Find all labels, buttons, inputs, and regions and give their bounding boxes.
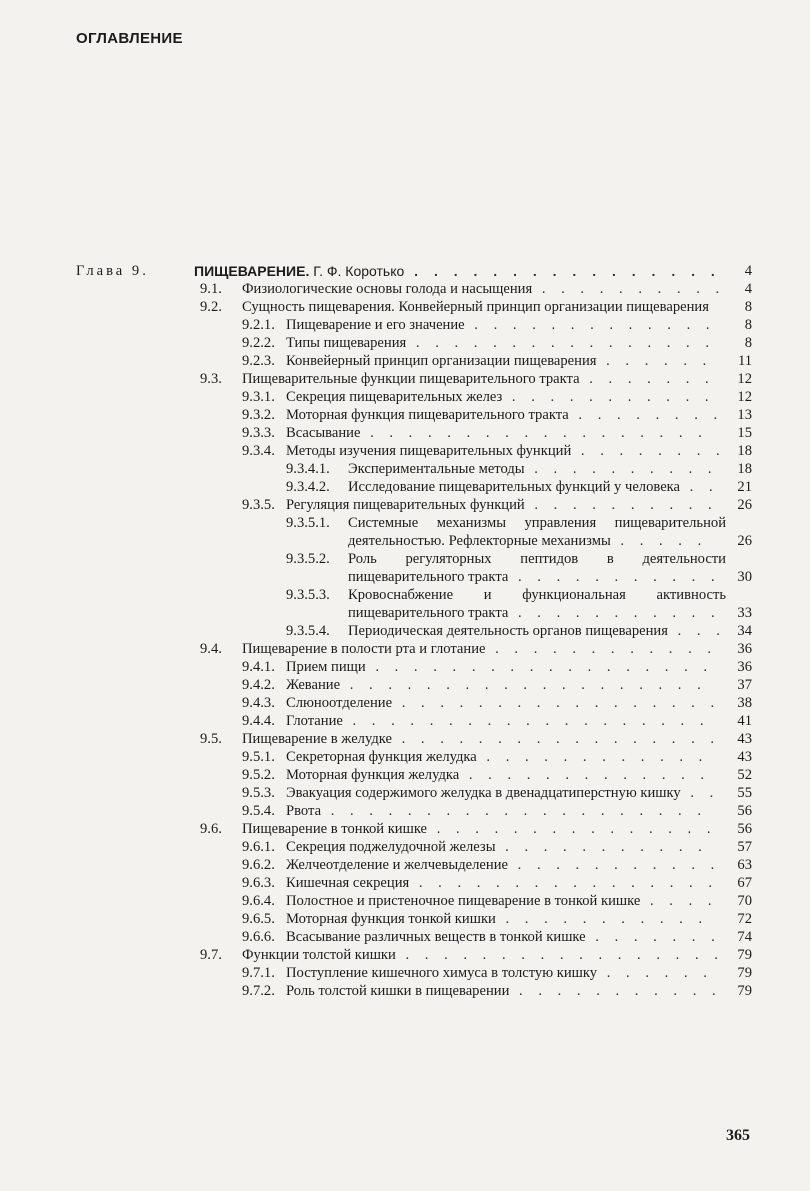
toc-entry-page: 21: [737, 479, 752, 495]
leader-dots: . . . . . .: [597, 965, 713, 981]
toc-entry-title: Кровоснабжение и функциональная активность пищеварительного тракта: [348, 587, 726, 621]
toc-entry-number: 9.2.1.: [242, 317, 275, 333]
leader-dots: . . . . . . . . . .: [524, 497, 718, 513]
toc-entry: [76, 388, 756, 406]
leader-dots: . . . . . .: [596, 353, 713, 369]
toc-entry: [76, 262, 756, 280]
leader-dots: . . . . . . . . . . . . . . . . . . .: [342, 713, 710, 729]
leader-dots: . . . . . . . . . . . . . . . . .: [391, 731, 721, 747]
toc-entry-title: Функции толстой кишки: [242, 947, 396, 963]
leader-dots: . . . . . . . . . . .: [508, 857, 721, 873]
leader-dots: . . . . . . . . . . . . . . . .: [404, 263, 721, 279]
toc-entry: [76, 676, 756, 694]
leader-dots: . . . . . . . . . . .: [508, 605, 721, 621]
toc-entry-title: Типы пищеварения: [286, 335, 407, 351]
toc-entry-page: 8: [744, 299, 752, 315]
toc-entry-title: Регуляция пищеварительных функций: [286, 497, 525, 513]
toc-entry: [76, 928, 756, 946]
toc-entry-title: Моторная функция тонкой кишки: [286, 911, 496, 927]
toc-entry-number: 9.5.4.: [242, 803, 275, 819]
toc-entry-page: 12: [737, 371, 752, 387]
toc-entry-title: Жевание: [286, 677, 341, 693]
toc-entry: [76, 856, 756, 874]
toc-entry-page: 4: [744, 263, 752, 279]
toc-entry-title: Моторная функция желудка: [286, 767, 460, 783]
toc-entry: [76, 640, 756, 658]
leader-dots: . . . . . . . . . . . . . . . . .: [395, 947, 724, 963]
toc-entry: [76, 298, 756, 316]
toc-entry: [76, 478, 756, 496]
leader-dots: . . . . . . . . . . .: [508, 569, 721, 585]
toc-entry-page: 15: [737, 425, 752, 441]
leader-dots: . . . . . . . . . . .: [495, 839, 708, 855]
toc-entry-title: Роль регуляторных пептидов в деятельности пищеварительного тракта: [348, 551, 726, 585]
toc-entry-page: 18: [737, 461, 752, 477]
toc-entry: [76, 370, 756, 388]
toc-entry: [76, 838, 756, 856]
toc-entry: [76, 766, 756, 784]
toc-entry-title: Секреция пищеварительных желез: [286, 389, 503, 405]
toc-entry-author: Г. Ф. Коротько: [313, 263, 405, 279]
toc-entry-page: 33: [737, 605, 752, 621]
leader-dots: . .: [680, 479, 719, 495]
toc-entry: [76, 874, 756, 892]
toc-entry-number: 9.3.3.: [242, 425, 275, 441]
page-number: 365: [726, 1127, 750, 1144]
toc-entry-title: Рвота: [286, 803, 322, 819]
toc-entry-page: 74: [737, 929, 752, 945]
toc-entry-title: Пищеварение и его значение: [286, 317, 465, 333]
toc-entry-number: 9.5.2.: [242, 767, 275, 783]
toc-entry-title: ПИЩЕВАРЕНИЕ.: [194, 263, 310, 279]
toc-entry-number: 9.4.4.: [242, 713, 275, 729]
toc-entry-title: Кишечная секреция: [286, 875, 410, 891]
toc-entry-title: Сущность пищеварения. Конвейерный принцип организации пищеварения: [242, 299, 709, 315]
toc-entry-number: 9.7.2.: [242, 983, 275, 999]
toc-entry: [76, 442, 756, 460]
leader-dots: . . . . . . . . . . . . . . . . . .: [360, 425, 708, 441]
leader-dots: . . . . . . . .: [571, 443, 726, 459]
toc-entry-title: Моторная функция пищеварительного тракта: [286, 407, 569, 423]
toc-entry-page: 72: [737, 911, 752, 927]
leader-dots: . . . . . . . . . . . . . . .: [427, 821, 717, 837]
toc-entry-title: Секреция поджелудочной железы: [286, 839, 496, 855]
toc-entry: [76, 694, 756, 712]
toc-entry: [76, 892, 756, 910]
toc-entry-page: 4: [744, 281, 752, 297]
toc-entry-title: Глотание: [286, 713, 343, 729]
toc-entry: [76, 730, 756, 748]
toc-entry-page: 56: [737, 821, 752, 837]
toc-entry: [76, 820, 756, 838]
toc-entry-page: 30: [737, 569, 752, 585]
toc-entry-number: 9.3.5.1.: [286, 515, 330, 531]
toc-entry-title: Прием пищи: [286, 659, 366, 675]
toc-entry: [76, 460, 756, 478]
toc-entry-number: 9.4.3.: [242, 695, 275, 711]
toc-entry-number: 9.6.5.: [242, 911, 275, 927]
toc-entry-number: 9.6.4.: [242, 893, 275, 909]
toc-entry-page: 37: [737, 677, 752, 693]
toc-entry-page: 18: [737, 443, 752, 459]
toc-entry-number: 9.6.: [200, 821, 222, 837]
toc-entry-number: 9.2.: [200, 299, 222, 315]
toc-entry: [76, 748, 756, 766]
toc-entry-number: 9.6.6.: [242, 929, 275, 945]
toc-entry: [76, 280, 756, 298]
toc-entry: [76, 964, 756, 982]
toc-entry-page: 34: [737, 623, 752, 639]
toc-entry-number: 9.1.: [200, 281, 222, 297]
leader-dots: . . . . . . . . . . . . . . . .: [409, 875, 718, 891]
toc-entry-number: 9.3.4.2.: [286, 479, 330, 495]
toc-entry-page: 79: [737, 983, 752, 999]
toc-entry: [76, 424, 756, 442]
toc-entry-number: 9.3.5.: [242, 497, 275, 513]
toc-entry-page: 43: [737, 749, 752, 765]
toc-entry: [76, 982, 756, 1000]
toc-entry: [76, 514, 756, 550]
toc-entry-number: 9.5.1.: [242, 749, 275, 765]
leader-dots: . . . . . . . . . . .: [495, 911, 709, 927]
toc-entry-page: 26: [737, 533, 752, 549]
toc-entry: [76, 550, 756, 586]
page-header: ОГЛАВЛЕНИЕ: [76, 30, 183, 47]
toc-entry: [76, 496, 756, 514]
toc-entry-page: 70: [737, 893, 752, 909]
toc-entry-title: Исследование пищеварительных функций у человека: [348, 479, 681, 495]
toc-entry-title: Системные механизмы управления пищеварительной деятельностью. Рефлекторные механизмы: [348, 515, 726, 549]
toc-entry-page: 36: [737, 641, 752, 657]
toc-entry-number: 9.4.2.: [242, 677, 275, 693]
toc-entry-number: 9.4.1.: [242, 659, 275, 675]
toc-entry: [76, 334, 756, 352]
toc-entry-page: 79: [737, 947, 752, 963]
toc-entry-number: 9.2.2.: [242, 335, 275, 351]
leader-dots: . . . . . . . . . . . .: [485, 641, 718, 657]
leader-dots: . . . . . . . . . . .: [509, 983, 722, 999]
toc-entry-number: Глава 9.: [76, 263, 149, 279]
toc-entry-number: 9.3.4.1.: [286, 461, 330, 477]
toc-entry-number: 9.3.4.: [242, 443, 275, 459]
leader-dots: . . . . . . .: [585, 929, 721, 945]
toc-entry-title: Всасывание: [286, 425, 361, 441]
toc-entry-title: Периодическая деятельность органов пищеварения: [348, 623, 668, 639]
toc-entry: [76, 316, 756, 334]
toc-entry-number: 9.3.1.: [242, 389, 275, 405]
toc-entry: [76, 406, 756, 424]
toc-entry: [76, 622, 756, 640]
toc-entry-number: 9.5.3.: [242, 785, 275, 801]
toc-entry-title: Пищеварение в тонкой кишке: [242, 821, 428, 837]
leader-dots: . . . . .: [610, 533, 708, 549]
toc-entry-title: Пищеварительные функции пищеварительного тракта: [242, 371, 580, 387]
toc-entry-title: Физиологические основы голода и насыщения: [242, 281, 533, 297]
toc-entry-page: 52: [737, 767, 752, 783]
toc-entry-number: 9.7.1.: [242, 965, 275, 981]
toc-entry-title: Слюноотделение: [286, 695, 393, 711]
toc-entry-page: 38: [737, 695, 752, 711]
leader-dots: . . . . . . . . . . . . .: [459, 767, 711, 783]
toc-entry-number: 9.3.2.: [242, 407, 275, 423]
toc-entry-title: Эвакуация содержимого желудка в двенадцатиперстную кишку: [286, 785, 681, 801]
leader-dots: . . . . . . . . . . . . .: [464, 317, 716, 333]
toc-entry-number: 9.3.5.3.: [286, 587, 330, 603]
toc-entry-page: 11: [737, 353, 752, 369]
leader-dots: . . . . . . . . . .: [524, 461, 718, 477]
leader-dots: . . . . . . . . . . . .: [476, 749, 709, 765]
leader-dots: . . . . . . . . . . . . . . . . .: [392, 695, 721, 711]
toc-entry-page: 67: [737, 875, 752, 891]
toc-entry-number: 9.6.2.: [242, 857, 275, 873]
toc-entry-title: Методы изучения пищеварительных функций: [286, 443, 572, 459]
toc-entry-number: 9.5.: [200, 731, 222, 747]
toc-entry-page: 55: [737, 785, 752, 801]
leader-dots: . .: [680, 785, 720, 801]
toc-entry-page: 43: [737, 731, 752, 747]
leader-dots: . . . . . . . . . . . . . . . .: [406, 335, 715, 351]
toc-entry-title: Пищеварение в желудке: [242, 731, 392, 747]
toc-entry-title: Конвейерный принцип организации пищеварения: [286, 353, 597, 369]
toc-entry-page: 79: [737, 965, 752, 981]
toc-entry-page: 57: [737, 839, 752, 855]
toc-entry: [76, 586, 756, 622]
toc-entry-title: Полостное и пристеночное пищеварение в тонкой кишке: [286, 893, 641, 909]
toc-entry-number: 9.3.: [200, 371, 222, 387]
toc-entry-page: 8: [744, 317, 752, 333]
toc-entry-number: 9.4.: [200, 641, 222, 657]
toc-entry: [76, 910, 756, 928]
toc-entry: [76, 784, 756, 802]
toc-entry-page: 26: [737, 497, 752, 513]
leader-dots: . . .: [667, 623, 726, 639]
leader-dots: . . . . . . .: [579, 371, 715, 387]
toc-entry-page: 13: [737, 407, 752, 423]
leader-dots: . . . . . . . .: [568, 407, 724, 423]
toc-entry-page: 12: [737, 389, 752, 405]
toc-entry: [76, 802, 756, 820]
toc-entry-title: Экспериментальные методы: [348, 461, 525, 477]
toc-entry: [76, 352, 756, 370]
leader-dots: . . . . . . . . . . . . . . . . . .: [365, 659, 714, 675]
toc-entry-title: Желчеотделение и желчевыделение: [286, 857, 508, 873]
leader-dots: . . . . . . . . . .: [532, 281, 726, 297]
leader-dots: . . . . . . . . . . . . . . . . . . . .: [321, 803, 707, 819]
toc-entry: [76, 946, 756, 964]
toc-entry: [76, 658, 756, 676]
toc-entry-title: Всасывание различных веществ в тонкой кишке: [286, 929, 586, 945]
leader-dots: . . . . . . . . . . . . . . . . . . .: [340, 677, 707, 693]
table-of-contents: [76, 262, 756, 1000]
toc-entry-title: Роль толстой кишки в пищеварении: [286, 983, 510, 999]
toc-entry-number: 9.3.5.2.: [286, 551, 330, 567]
toc-entry-title: Пищеварение в полости рта и глотание: [242, 641, 486, 657]
toc-entry-title: Секреторная функция желудка: [286, 749, 477, 765]
toc-entry-number: 9.2.3.: [242, 353, 275, 369]
toc-entry-page: 56: [737, 803, 752, 819]
toc-entry-number: 9.6.1.: [242, 839, 275, 855]
toc-entry-page: 41: [737, 713, 752, 729]
toc-entry-page: 36: [737, 659, 752, 675]
toc-entry-number: 9.7.: [200, 947, 222, 963]
leader-dots: . . . . . . . . . . .: [502, 389, 715, 405]
toc-entry-title: Поступление кишечного химуса в толстую кишку: [286, 965, 598, 981]
toc-entry-page: 8: [744, 335, 752, 351]
toc-entry: [76, 712, 756, 730]
toc-entry-number: 9.6.3.: [242, 875, 275, 891]
leader-dots: . . . .: [640, 893, 718, 909]
toc-entry-number: 9.3.5.4.: [286, 623, 330, 639]
toc-entry-page: 63: [737, 857, 752, 873]
